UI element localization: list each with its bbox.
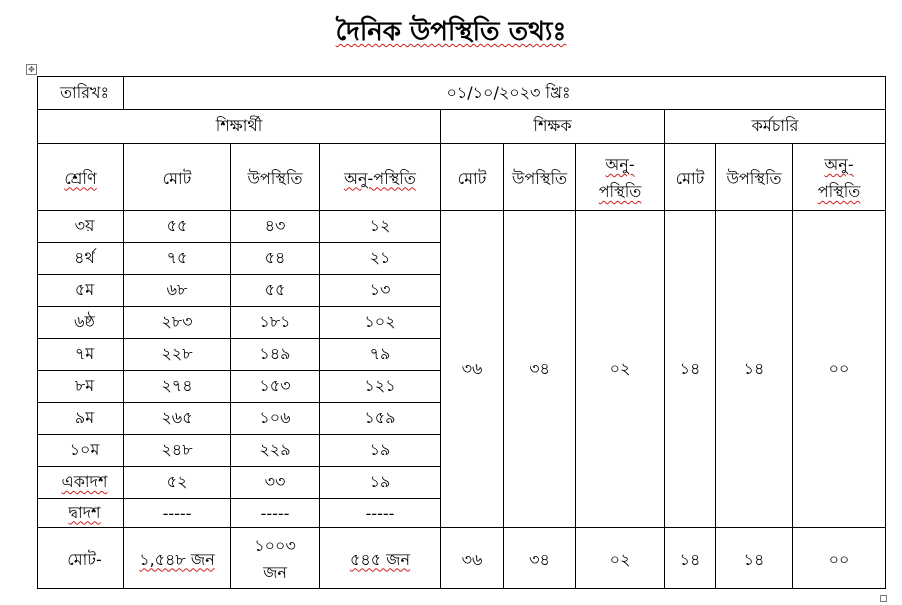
student-absent-cell: ১২ [320, 211, 441, 243]
student-total-cell: ৫২ [124, 467, 231, 499]
document-title [0, 16, 902, 48]
student-present-cell: ১০৬ [231, 403, 320, 435]
staff-absent-cell: ০০ [793, 211, 886, 528]
student-total-header: মোট [124, 144, 231, 211]
staff-total-sum: ১৪ [665, 528, 716, 589]
student-absent-header: অনু-পস্থিতি [320, 144, 441, 211]
students-present-sum: ১০০৩ জন [231, 528, 320, 589]
class-cell: ৬ষ্ঠ [38, 307, 124, 339]
class-cell: ৫ম [38, 275, 124, 307]
student-absent-cell: ----- [320, 499, 441, 528]
student-absent-cell: ১৫৯ [320, 403, 441, 435]
student-absent-cell: ২১ [320, 243, 441, 275]
teachers-present-cell: ৩৪ [504, 211, 576, 528]
group-header-row [38, 110, 886, 144]
date-value: ০১/১০/২০২৩ খ্রিঃ [124, 77, 886, 110]
student-absent-cell: ১৩ [320, 275, 441, 307]
totals-label: মোট- [38, 528, 124, 589]
student-absent-cell: ১৯ [320, 467, 441, 499]
class-cell: ৪র্থ [38, 243, 124, 275]
staff-present-cell: ১৪ [716, 211, 793, 528]
student-present-cell: ১৫৩ [231, 371, 320, 403]
student-total-cell: ৬৮ [124, 275, 231, 307]
teachers-present-sum: ৩৪ [504, 528, 576, 589]
title-text: দৈনিক উপস্থিতি তথ্যঃ [335, 17, 567, 47]
teacher-present-header: উপস্থিতি [504, 144, 576, 211]
student-present-cell: ৩৩ [231, 467, 320, 499]
teachers-absent-sum: ০২ [576, 528, 665, 589]
student-total-cell: ২৭৪ [124, 371, 231, 403]
student-present-cell: ৪৩ [231, 211, 320, 243]
staff-total-cell: ১৪ [665, 211, 716, 528]
student-absent-cell: ১০২ [320, 307, 441, 339]
class-cell: একাদশ [38, 467, 124, 499]
students-total-sum: ১,৫৪৮ জন [124, 528, 231, 589]
date-label: তারিখঃ [38, 77, 124, 110]
student-total-cell: ২৪৮ [124, 435, 231, 467]
student-present-cell: ১৮১ [231, 307, 320, 339]
staff-group-header: কর্মচারি [665, 110, 886, 144]
student-present-header: উপস্থিতি [231, 144, 320, 211]
staff-absent-header: অনু- পস্থিতি [793, 144, 886, 211]
student-present-cell: ৫৪ [231, 243, 320, 275]
table-move-handle-icon[interactable]: ✥ [26, 64, 37, 75]
totals-row [38, 528, 886, 589]
teacher-total-header: মোট [441, 144, 504, 211]
class-cell: ৭ম [38, 339, 124, 371]
attendance-table [37, 76, 886, 589]
student-absent-cell: ৭৯ [320, 339, 441, 371]
student-total-cell: ৫৫ [124, 211, 231, 243]
class-cell: ৮ম [38, 371, 124, 403]
teacher-absent-header: অনু- পস্থিতি [576, 144, 665, 211]
class-cell: দ্বাদশ [38, 499, 124, 528]
staff-present-sum: ১৪ [716, 528, 793, 589]
staff-total-header: মোট [665, 144, 716, 211]
students-absent-sum: ৫৪৫ জন [320, 528, 441, 589]
student-present-cell: ৫৫ [231, 275, 320, 307]
student-absent-cell: ১২১ [320, 371, 441, 403]
student-present-cell: ২২৯ [231, 435, 320, 467]
table-resize-handle[interactable] [880, 595, 887, 602]
date-row [38, 77, 886, 110]
teachers-total-sum: ৩৬ [441, 528, 504, 589]
class-cell: ৯ম [38, 403, 124, 435]
student-total-cell: ----- [124, 499, 231, 528]
class-cell: ১০ম [38, 435, 124, 467]
class-column-header: শ্রেণি [38, 144, 124, 211]
student-total-cell: ২৮৩ [124, 307, 231, 339]
class-cell: ৩য় [38, 211, 124, 243]
staff-absent-sum: ০০ [793, 528, 886, 589]
students-group-header: শিক্ষার্থী [38, 110, 441, 144]
teachers-total-cell: ৩৬ [441, 211, 504, 528]
teachers-group-header: শিক্ষক [441, 110, 665, 144]
staff-present-header: উপস্থিতি [716, 144, 793, 211]
table-row [38, 211, 886, 243]
student-total-cell: ২৬৫ [124, 403, 231, 435]
student-absent-cell: ১৯ [320, 435, 441, 467]
student-total-cell: ৭৫ [124, 243, 231, 275]
student-total-cell: ২২৮ [124, 339, 231, 371]
teachers-absent-cell: ০২ [576, 211, 665, 528]
student-present-cell: ১৪৯ [231, 339, 320, 371]
column-header-row [38, 144, 886, 211]
student-present-cell: ----- [231, 499, 320, 528]
